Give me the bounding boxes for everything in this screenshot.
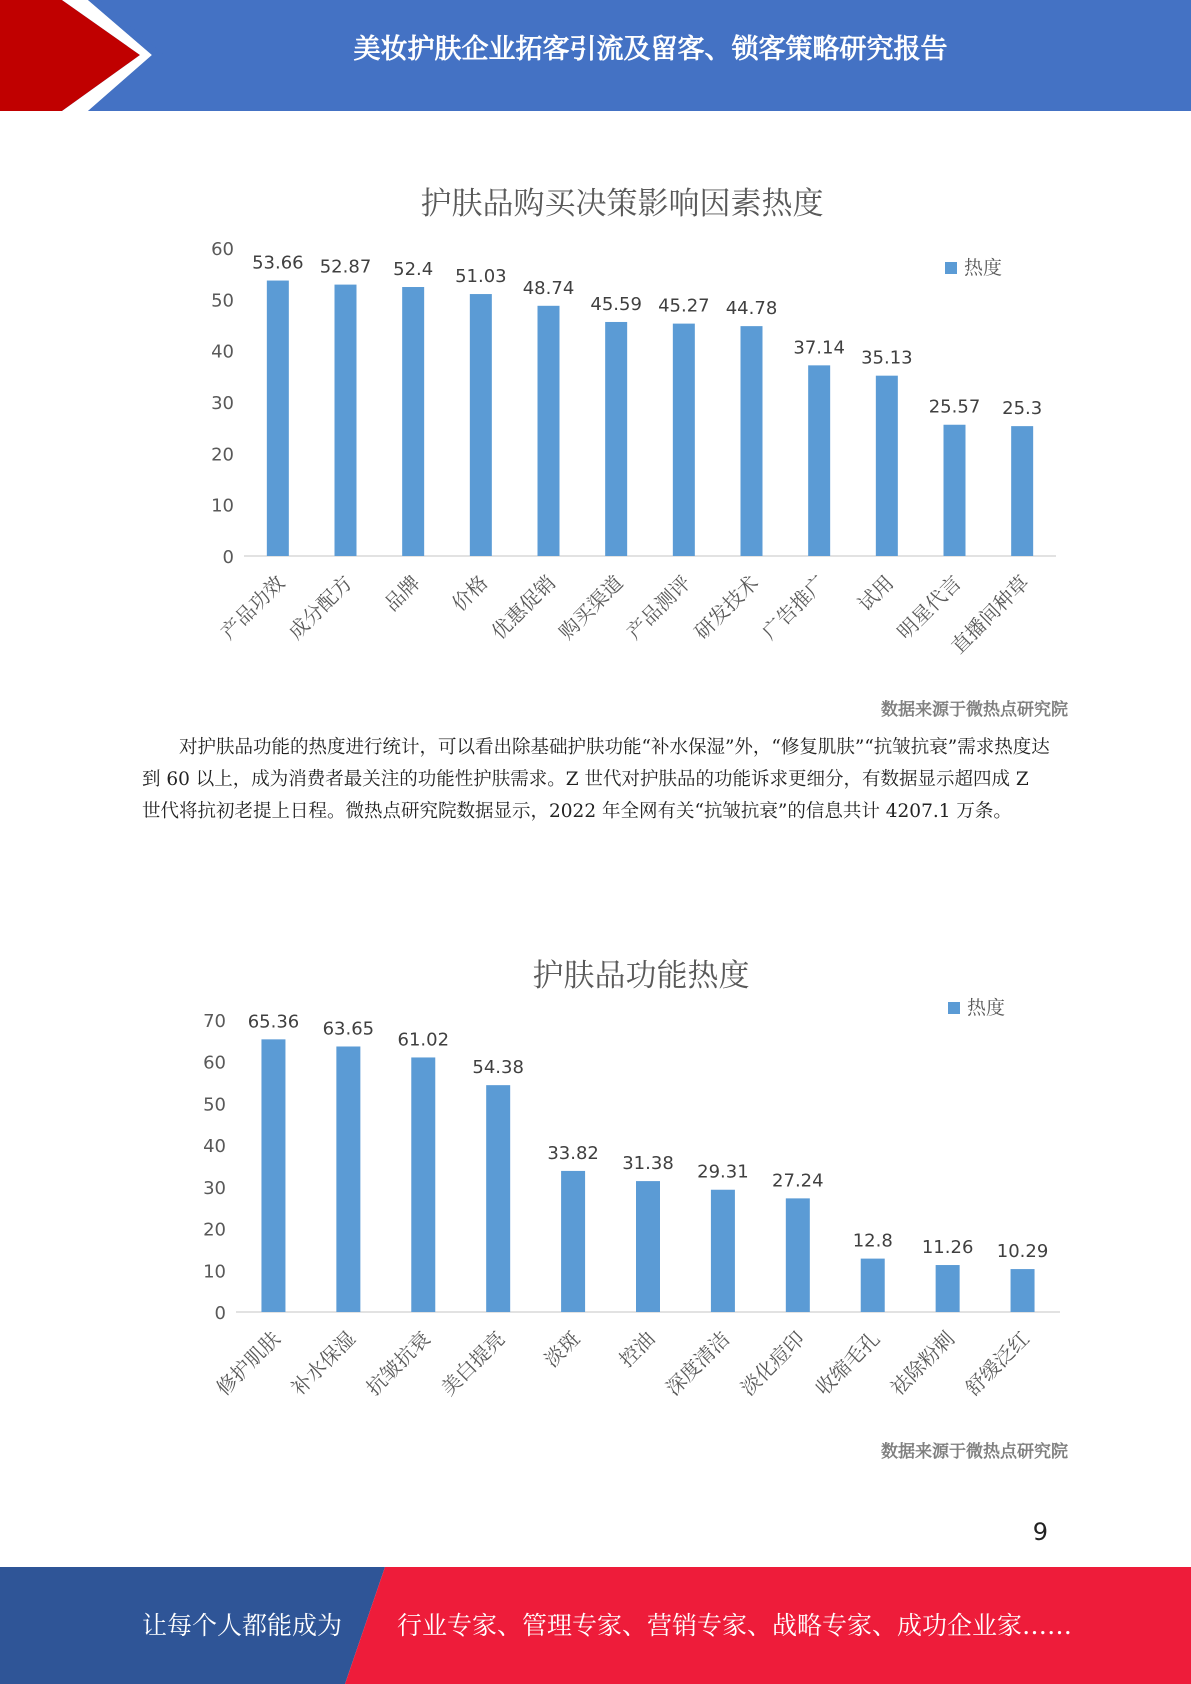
footer-slogan-right: 行业专家、管理专家、营销专家、战略专家、成功企业家…… — [397, 1611, 1073, 1640]
chart1-source: 数据来源于微热点研究院 — [881, 700, 1068, 720]
data-label: 33.82 — [547, 1142, 599, 1164]
data-label: 45.27 — [658, 295, 710, 317]
bar — [411, 1057, 435, 1312]
page-header — [0, 0, 1191, 111]
category-label: 收缩毛孔 — [810, 1326, 885, 1401]
bar — [470, 294, 492, 556]
chart2-source: 数据来源于微热点研究院 — [881, 1442, 1068, 1462]
bar — [861, 1259, 885, 1312]
data-label: 63.65 — [322, 1018, 375, 1040]
bar — [808, 365, 830, 556]
data-label: 37.14 — [793, 337, 845, 359]
bar — [335, 285, 357, 556]
chart-skin-functions — [0, 940, 1191, 1420]
category-label: 控油 — [614, 1326, 660, 1372]
footer-slogan-left: 让每个人都能成为 — [142, 1611, 343, 1640]
legend-swatch — [945, 262, 957, 274]
y-tick-label: 10 — [203, 1261, 226, 1283]
chart-purchase-factors-svg — [0, 170, 1191, 680]
y-tick-label: 0 — [214, 1303, 226, 1324]
data-label: 54.38 — [472, 1057, 524, 1079]
chart-skin-functions-svg — [0, 940, 1191, 1420]
y-tick-label: 0 — [222, 547, 234, 568]
bar — [876, 376, 898, 556]
category-label: 品牌 — [379, 570, 425, 616]
data-label: 29.31 — [697, 1161, 749, 1183]
category-label: 价格 — [447, 570, 493, 616]
y-tick-label: 30 — [203, 1177, 226, 1199]
chart-title: 护肤品购买决策影响因素热度 — [420, 186, 824, 222]
y-tick-label: 50 — [211, 290, 234, 312]
y-tick-label: 10 — [211, 495, 234, 517]
data-label: 52.4 — [393, 259, 434, 281]
bar — [402, 287, 424, 556]
bar — [486, 1085, 510, 1312]
y-tick-label: 60 — [203, 1052, 226, 1074]
legend-label: 热度 — [967, 997, 1006, 1019]
bar — [538, 306, 560, 556]
y-tick-label: 50 — [203, 1094, 226, 1116]
category-label: 产品测评 — [621, 570, 696, 645]
y-tick-label: 30 — [211, 393, 234, 414]
category-label: 舒缓泛红 — [960, 1326, 1035, 1401]
bar — [711, 1190, 735, 1312]
data-label: 61.02 — [397, 1029, 450, 1051]
bar — [741, 326, 763, 556]
data-label: 52.87 — [319, 256, 372, 278]
y-tick-label: 20 — [211, 444, 234, 466]
category-label: 补水保湿 — [286, 1326, 360, 1401]
y-tick-label: 40 — [211, 341, 234, 363]
bar — [944, 425, 966, 556]
y-tick-label: 20 — [203, 1219, 226, 1241]
category-label: 成分配方 — [283, 570, 358, 645]
data-label: 65.36 — [247, 1011, 300, 1033]
bar — [936, 1265, 960, 1312]
y-tick-label: 40 — [203, 1136, 226, 1158]
page-number: 9 — [1032, 1518, 1048, 1546]
y-tick-label: 70 — [203, 1011, 226, 1032]
data-label: 45.59 — [590, 293, 642, 315]
category-label: 产品功效 — [215, 570, 290, 645]
category-label: 淡斑 — [539, 1326, 585, 1372]
category-label: 优惠促销 — [486, 570, 561, 645]
data-label: 44.78 — [725, 298, 778, 320]
data-label: 25.57 — [928, 396, 981, 418]
category-label: 淡化痘印 — [735, 1326, 810, 1401]
category-label: 深度清洁 — [660, 1326, 735, 1401]
category-label: 修护肌肤 — [211, 1326, 285, 1401]
bar — [261, 1039, 285, 1312]
legend-swatch — [948, 1002, 960, 1014]
bar — [786, 1198, 810, 1312]
category-label: 祛除粉刺 — [885, 1326, 960, 1401]
data-label: 25.3 — [1002, 398, 1043, 420]
category-label: 抗皱抗衰 — [361, 1326, 435, 1401]
data-label: 27.24 — [772, 1170, 824, 1192]
page-footer — [0, 1567, 1191, 1684]
bar — [1011, 426, 1033, 556]
data-label: 35.13 — [861, 347, 913, 369]
category-label: 购买渠道 — [554, 570, 628, 645]
category-label: 明星代言 — [892, 570, 967, 645]
chart-purchase-factors — [0, 170, 1191, 680]
data-label: 53.66 — [252, 252, 304, 274]
data-label: 11.26 — [921, 1237, 974, 1259]
bar — [561, 1171, 585, 1312]
data-label: 51.03 — [455, 266, 507, 288]
data-label: 48.74 — [522, 277, 575, 299]
bar — [605, 322, 627, 556]
bar — [636, 1181, 660, 1312]
category-label: 广告推广 — [757, 570, 831, 645]
data-label: 12.8 — [852, 1230, 893, 1252]
category-label: 美白提亮 — [436, 1326, 510, 1401]
bar — [267, 281, 289, 556]
y-tick-label: 60 — [211, 239, 234, 260]
bar — [336, 1046, 360, 1312]
legend-label: 热度 — [964, 257, 1003, 279]
bar — [673, 324, 695, 556]
category-label: 直播间种草 — [946, 570, 1034, 659]
header-title: 美妆护肤企业拓客引流及留客、锁客策略研究报告 — [353, 34, 948, 65]
body-paragraph: 对护肤品功能的热度进行统计，可以看出除基础护肤功能“补水保湿”外，“修复肌肤”“抗皱抗衰”需求热度达到 60 以上，成为消费者最关注的功能性护肤需求。Z 世代对护肤品的功能诉求更细分，有数据显示超四成 Z 世代将抗初老提上日程。微热点研究院数据显示，2022 年全网有关“抗皱抗衰”的信息共计 4207.1 万条。 — [142, 737, 1050, 822]
data-label: 10.29 — [996, 1241, 1049, 1263]
category-label: 研发技术 — [689, 570, 764, 645]
chart-title: 护肤品功能热度 — [532, 958, 750, 994]
data-label: 31.38 — [622, 1153, 674, 1175]
category-label: 试用 — [853, 570, 899, 616]
bar — [1011, 1269, 1035, 1312]
